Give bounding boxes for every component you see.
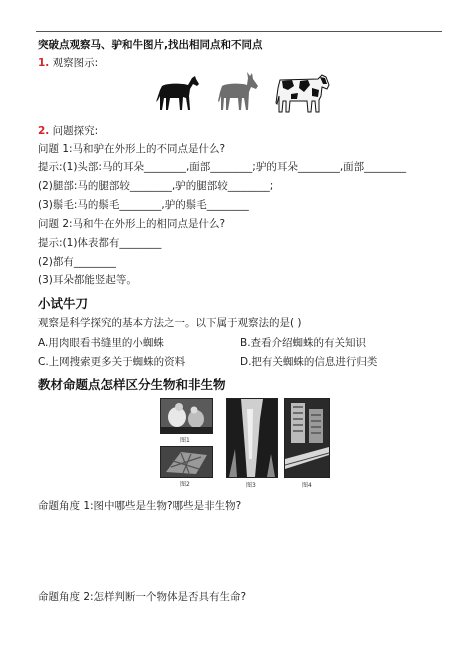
photo-3-caption: 图3 — [246, 482, 256, 489]
photo-1-birds — [160, 398, 213, 434]
section-1-number: 1. — [38, 57, 50, 69]
photo-1-caption: 图1 — [180, 437, 190, 444]
horse-icon — [152, 74, 202, 114]
photo-2-caption: 图2 — [180, 481, 190, 488]
heading-living-things: 教材命题点怎样区分生物和非生物 — [38, 377, 226, 392]
hint-common: (2)都有________ — [38, 256, 116, 268]
quiz-option-c[interactable]: C.上网搜索更多关于蜘蛛的资料 — [38, 356, 186, 368]
angle-1-question: 命题角度 1:图中哪些是生物?哪些是非生物? — [38, 500, 242, 512]
heading-observe: 突破点观察马、驴和牛图片,找出相同点和不同点 — [38, 39, 263, 51]
photo-2 — [160, 446, 213, 478]
section-1 — [38, 56, 98, 70]
quiz-option-a[interactable]: A.用肉眼看书缝里的小蜘蛛 — [38, 337, 164, 349]
section-2-label: 问题探究: — [52, 125, 99, 137]
heading-practice: 小试牛刀 — [38, 296, 89, 311]
quiz-option-d[interactable]: D.把有关蜘蛛的信息进行归类 — [240, 356, 378, 368]
photo-4-city — [284, 398, 330, 478]
section-2-number: 2. — [38, 125, 50, 137]
photo-4-caption: 图4 — [302, 482, 312, 489]
quiz-option-b[interactable]: B.查看介绍蜘蛛的有关知识 — [240, 337, 367, 349]
photo-3-cave — [226, 398, 278, 478]
donkey-icon — [214, 72, 260, 114]
question-1: 问题 1:马和驴在外形上的不同点是什么? — [38, 143, 226, 155]
hint-mane: (3)鬃毛:马的鬃毛________,驴的鬃毛________ — [38, 199, 249, 211]
angle-2-question: 命题角度 2:怎样判断一个物体是否具有生命? — [38, 591, 247, 603]
hint-legs: (2)腿部:马的腿部较________,驴的腿部较________; — [38, 180, 274, 192]
section-1-label: 观察图示: — [52, 57, 99, 69]
hint-body-surface: 提示:(1)体表都有________ — [38, 237, 162, 249]
hint-head: 提示:(1)头部:马的耳朵________,面部________;驴的耳朵________,面部________ — [38, 161, 407, 173]
section-2 — [38, 124, 98, 138]
quiz-question: 观察是科学探究的基本方法之一。以下属于观察法的是( ) — [38, 317, 302, 329]
question-2: 问题 2:马和牛在外形上的相同点是什么? — [38, 218, 226, 230]
top-rule — [36, 31, 442, 32]
cow-icon — [274, 70, 330, 116]
hint-ears: (3)耳朵都能竖起等。 — [38, 274, 137, 286]
